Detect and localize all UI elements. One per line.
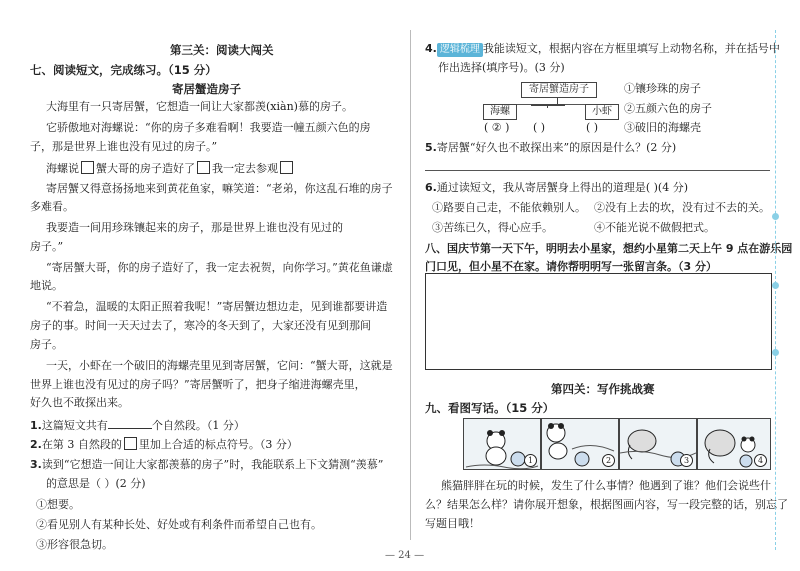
question-4-line-1: 4. 逻辑梳理 我能读短文，根据内容在方框里填写上动物名称，并在括号中 [425, 42, 780, 55]
question-2: 2.在第 3 自然段的 里加上合适的标点符号。（3 分） [30, 438, 298, 451]
question-6-option-3: ③苦练已久，得心应手。 [432, 221, 553, 234]
question-9-line-2: 么？结果怎么样？请你展开想象，根据图画内容，写一段完整的话，别忘了 [425, 498, 788, 511]
paragraph-4-line-2: 多难看。 [30, 200, 74, 213]
question-6: 6.通过读短文，我从寄居蟹身上得出的道理是( )(4 分) [425, 181, 688, 194]
picture-panel-3: 3 [619, 418, 697, 470]
column-divider [410, 30, 411, 540]
question-9-heading: 九、看图写话。（15 分） [425, 401, 555, 415]
paragraph-8-line-2: 世界上谁也没有见过的房子吗？”寄居蟹听了，把身子缩进海螺壳里， [30, 378, 366, 391]
question-4-option-3: ③破旧的海螺壳 [624, 121, 701, 134]
question-8-line-1: 八、国庆节第一天下午，明明去小星家，想约小星第二天上午 9 点在游乐园 [425, 242, 793, 255]
question-7-heading: 七、阅读短文，完成练习。（15 分） [30, 63, 217, 77]
picture-panel-1: 1 [463, 418, 541, 470]
question-6-option-2: ②没有上去的坎，没有过不去的关。 [594, 201, 770, 214]
paragraph-3: 海螺说 蟹大哥的房子造好了 我一定去参观 [46, 161, 295, 176]
diagram-node-conch: 海螺 [483, 104, 517, 120]
binding-guide-line [775, 30, 776, 550]
section-title-4: 第四关：写作挑战赛 [551, 382, 655, 396]
question-4-option-2: ②五颜六色的房子 [624, 102, 712, 115]
article-title: 寄居蟹造房子 [172, 82, 241, 96]
question-3-option-3: ③形容很急切。 [36, 538, 113, 551]
question-4-option-1: ①镶珍珠的房子 [624, 82, 701, 95]
picture-panel-2: 2 [541, 418, 619, 470]
binding-dot [772, 282, 779, 289]
paragraph-1: 大海里有一只寄居蟹，它想造一间让大家都羡(xiàn)慕的房子。 [46, 100, 353, 113]
diagram-choice-1[interactable]: ( ② ) [484, 121, 510, 134]
question-6-option-1: ①路要自己走，不能依赖别人。 [432, 201, 586, 214]
section-title-3: 第三关：阅读大闯关 [170, 43, 274, 57]
paragraph-5-line-2: 房子。” [30, 240, 64, 253]
diagram-choice-2[interactable]: ( ) [533, 121, 546, 134]
picture-panel-4: 4 [697, 418, 771, 470]
paragraph-8-line-3: 好久也不敢探出来。 [30, 396, 129, 409]
paragraph-8-line-1: 一天，小虾在一个破旧的海螺壳里见到寄居蟹，它问：“蟹大哥，这就是 [46, 359, 393, 372]
page-number: — 24 — [385, 550, 425, 561]
binding-dot [772, 213, 779, 220]
box-symbol [124, 437, 137, 450]
answer-blank[interactable] [108, 417, 152, 429]
paragraph-5-line-1: 我要造一间用珍珠镶起来的房子，那是世界上谁也没有见过的 [46, 221, 343, 234]
diagram-node-blank[interactable] [531, 104, 565, 106]
punctuation-box[interactable] [197, 161, 210, 174]
diagram-root: 寄居蟹造房子 [521, 82, 597, 98]
punctuation-box[interactable] [280, 161, 293, 174]
paragraph-2-line-2: 子，那是世界上谁也没有见过的房子。” [30, 140, 218, 153]
question-3-line-1: 3.读到“它想造一间让大家都羡慕的房子”时，我能联系上下文猜测“羡慕” [30, 458, 384, 471]
question-1: 1.这篇短文共有 个自然段。（1 分） [30, 419, 245, 432]
answer-line[interactable] [425, 170, 770, 171]
question-5: 5.寄居蟹“好久也不敢探出来”的原因是什么？(2 分) [425, 141, 677, 154]
message-writing-box[interactable] [425, 273, 772, 370]
question-3-line-2: 的意思是（ ）(2 分) [46, 477, 146, 490]
question-3-option-2: ②看见别人有某种长处、好处或有利条件而希望自己也有。 [36, 518, 322, 531]
diagram-choice-3[interactable]: ( ) [586, 121, 599, 134]
question-6-option-4: ④不能光说不做假把式。 [594, 221, 715, 234]
paragraph-7-line-3: 房子。 [30, 338, 63, 351]
paragraph-7-line-1: “不着急，温暖的太阳正照着我呢！”寄居蟹边想边走，见到谁都要讲造 [46, 300, 388, 313]
binding-dot [772, 349, 779, 356]
logic-tag: 逻辑梳理 [437, 43, 483, 57]
paragraph-6-line-2: 地说。 [30, 279, 63, 292]
punctuation-box[interactable] [81, 161, 94, 174]
question-8-line-2: 门口见，但小星不在家。请你帮明明写一张留言条。（3 分） [425, 260, 717, 273]
question-4-line-2: 作出选择(填序号)。(3 分) [438, 61, 565, 74]
paragraph-6-line-1: “寄居蟹大哥，你的房子造好了，我一定去祝贺，向你学习。”黄花鱼谦虚 [46, 261, 393, 274]
paragraph-4-line-1: 寄居蟹又得意扬扬地来到黄花鱼家，嘛笑道：“老弟，你这乱石堆的房子 [46, 182, 393, 195]
question-9-line-1: 熊猫胖胖在玩的时候，发生了什么事情？他遇到了谁？他们会说些什 [441, 479, 771, 492]
question-3-option-1: ①想要。 [36, 498, 80, 511]
paragraph-7-line-2: 房子的事。时间一天天过去了，寒冷的冬天到了，大家还没有见到那间 [30, 319, 371, 332]
paragraph-2-line-1: 它骄傲地对海螺说：“你的房子多难看啊！我要造一幢五颜六色的房 [46, 121, 371, 134]
question-9-line-3: 写题目哦！ [425, 517, 480, 530]
diagram-node-shrimp: 小虾 [585, 104, 619, 120]
